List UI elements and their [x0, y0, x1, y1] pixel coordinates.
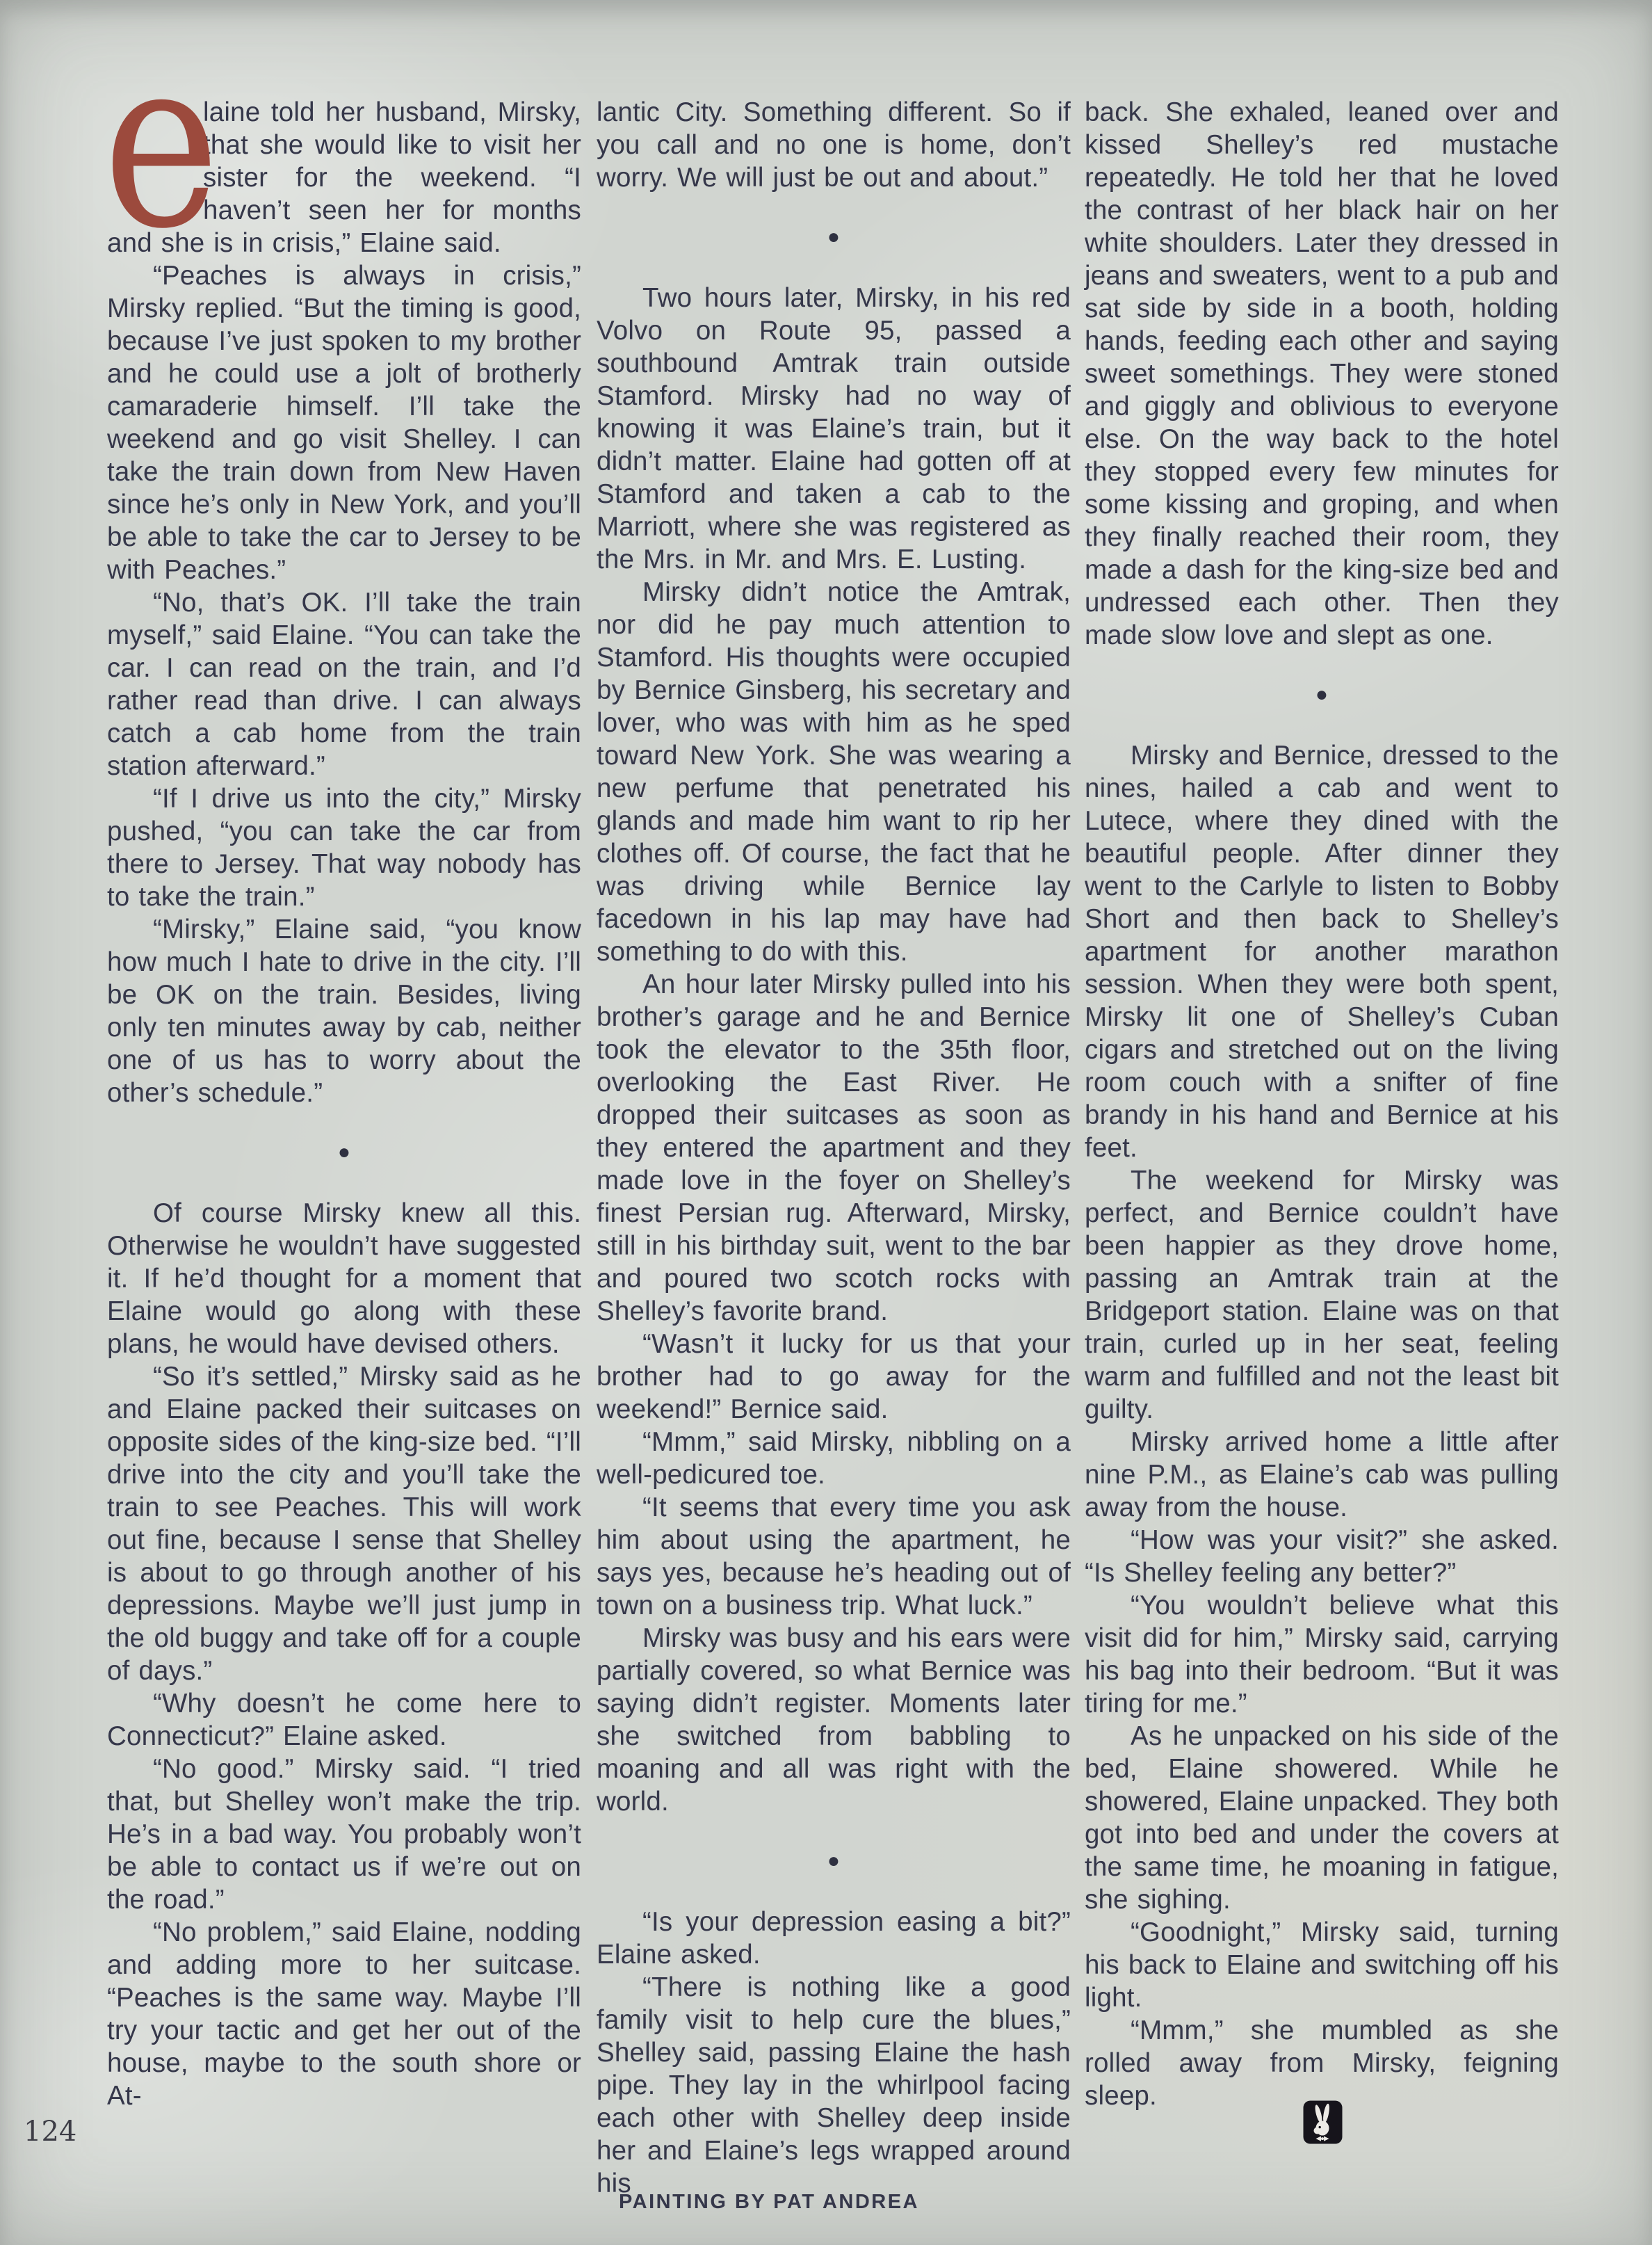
paragraph-text: “Wasn’t it lucky for us that your brother had to go away for the weekend!” Bernice said.	[597, 1329, 1071, 1424]
story-paragraph	[107, 913, 581, 1109]
paragraph-text: “Is your depression easing a bit?” Elaine asked.	[597, 1907, 1071, 1970]
story-paragraph	[107, 259, 581, 586]
paragraph-text: Mirsky and Bernice, dressed to the nines, hailed a cab and went to Lutece, where they dined with the beautiful people. After dinner they went to the Carlyle to listen to Bobby Short and then back to Shelley’s apartment for another marathon session. When they were both spent, Mirsky lit one of Shelley’s Cuban cigars and stretched out on the living room couch with a snifter of fine brandy in his hand and Bernice at his feet.	[1085, 741, 1559, 1163]
story-paragraph	[107, 1753, 581, 1916]
story-paragraph	[1085, 739, 1559, 1164]
story-paragraph	[1085, 1916, 1559, 2014]
paragraph-text: “Mmm,” she mumbled as she rolled away from Mirsky, feigning sleep.	[1085, 2015, 1559, 2111]
paragraph-text: “No, that’s OK. I’ll take the train myself,” said Elaine. “You can take the car. I can read on the train, and I’d rather read than drive. I can always catch a cab home from the train station afterward.”	[107, 588, 581, 781]
paragraph-text: “Mmm,” said Mirsky, nibbling on a well-pedicured toe.	[597, 1427, 1071, 1490]
section-separator	[107, 1137, 581, 1168]
bunny-icon	[1303, 2100, 1343, 2144]
story-paragraph	[1085, 1164, 1559, 1426]
drop-cap-letter	[103, 6, 220, 280]
paragraph-text: “Why doesn’t he come here to Connecticut?” Elaine asked.	[107, 1689, 581, 1751]
paragraph-text: Of course Mirsky knew all this. Otherwise he wouldn’t have suggested it. If he’d thought for a moment that Elaine would go along with these plans, he would have devised others.	[107, 1198, 581, 1359]
story-paragraph	[597, 1491, 1071, 1622]
story-paragraph	[597, 1906, 1071, 1971]
paragraph-text: back. She exhaled, leaned over and kissed Shelley’s red mustache repeatedly. He told her that he loved the contrast of her black hair on her white shoulders. Later they dressed in jeans and sweaters, went to a pub and sat side by side in a booth, holding hands, feeding each other and saying sweet somethings. They were stoned and giggly and oblivious to everyone else. On the way back to the hotel they stopped every few minutes for some kissing and groping, and when they finally reached their room, they made a dash for the king-size bed and undressed each other. Then they made slow love and slept as one.	[1085, 97, 1559, 650]
paragraph-text: Mirsky didn’t notice the Amtrak, nor did he pay much attention to Stamford. His thoughts were occupied by Bernice Ginsberg, his secretary and lover, who was with him as he sped toward New York. She was wearing a new perfume that penetrated his glands and made him want to rip her clothes off. Of course, the fact that he was driving while Bernice lay facedown in his lap may have had something to do with this.	[597, 577, 1071, 967]
text-column-3	[1085, 96, 1559, 2112]
playboy-bunny-logo	[1303, 2100, 1343, 2144]
story-paragraph	[1085, 2014, 1559, 2112]
paragraph-text: “Goodnight,” Mirsky said, turning his back to Elaine and switching off his light.	[1085, 1917, 1559, 2013]
paragraph-text: Mirsky was busy and his ears were partially covered, so what Bernice was saying didn’t register. Moments later she switched from babbling to moaning and all was right with the world.	[597, 1623, 1071, 1817]
paragraph-text: “No good.” Mirsky said. “I tried that, but Shelley won’t make the trip. He’s in a bad way. You probably won’t be able to contact us if we’re out on the road.”	[107, 1754, 581, 1915]
story-paragraph	[1085, 96, 1559, 652]
paragraph-text: “It seems that every time you ask him about using the apartment, he says yes, because he’s heading out of town on a business trip. What luck.”	[597, 1492, 1071, 1620]
story-paragraph	[103, 6, 581, 280]
story-paragraph	[597, 96, 1071, 194]
paragraph-text: “There is nothing like a good family visit to help cure the blues,” Shelley said, passing Elaine the hash pipe. They lay in the whirlpool facing each other with Shelley deep inside her and Elaine’s legs wrapped around his	[597, 1972, 1071, 2198]
story-paragraph	[597, 1622, 1071, 1818]
story-paragraph	[597, 576, 1071, 968]
paragraph-text: “So it’s settled,” Mirsky said as he and Elaine packed their suitcases on opposite sides of the king-size bed. “I’ll drive into the city and you’ll take the train to see Peaches. This will work out fine, because I sense that Shelley is about to go through another of his depressions. Maybe we’ll just jump in the old buggy and take off for a couple of days.”	[107, 1362, 581, 1686]
story-paragraph	[597, 1971, 1071, 2200]
section-separator	[1085, 679, 1559, 710]
paragraph-text: Two hours later, Mirsky, in his red Volvo on Route 95, passed a southbound Amtrak train outside Stamford. Mirsky had no way of knowing it was Elaine’s train, but it didn’t matter. Elaine had gotten off at Stamford and taken a cab to the Marriott, where she was registered as the Mrs. in Mr. and Mrs. E. Lusting.	[597, 283, 1071, 574]
text-column-2	[597, 96, 1071, 2200]
separator-dot: ●	[827, 225, 841, 248]
story-paragraph	[107, 586, 581, 782]
paragraph-text: Mirsky arrived home a little after nine P.M., as Elaine’s cab was pulling away from the house.	[1085, 1427, 1559, 1522]
paragraph-text: As he unpacked on his side of the bed, Elaine showered. While he showered, Elaine unpacked. They both got into bed and under the covers at the same time, he moaning in fatigue, she sighing.	[1085, 1721, 1559, 1915]
story-paragraph	[107, 1197, 581, 1360]
section-separator	[597, 222, 1071, 252]
paragraph-text: “No problem,” said Elaine, nodding and adding more to her suitcase. “Peaches is the same way. Maybe I’ll try your tactic and get her out of the house, maybe to the south shore or At-	[107, 1917, 581, 2111]
painting-credit: PAINTING BY PAT ANDREA	[618, 2191, 919, 2213]
story-paragraph	[597, 1328, 1071, 1426]
paragraph-text: lantic City. Something different. So if you call and no one is home, don’t worry. We will just be out and about.”	[597, 97, 1071, 193]
story-paragraph	[1085, 1426, 1559, 1524]
paragraph-text: “Mirsky,” Elaine said, “you know how much I hate to drive in the city. I’ll be OK on the train. Besides, living only ten minutes away by cab, neither one of us has to worry about the other’s schedule.”	[107, 915, 581, 1108]
story-paragraph	[107, 1916, 581, 2112]
paragraph-text: laine told her husband, Mirsky, that she would like to visit her sister for the weekend. “I haven’t seen her for months and she is in crisis,” Elaine said.	[107, 97, 581, 258]
paragraph-text: The weekend for Mirsky was perfect, and Bernice couldn’t have been happier as they drove home, passing an Amtrak train at the Bridgeport station. Elaine was on that train, curled up in her seat, feeling warm and fulfilled and not the least bit guilty.	[1085, 1166, 1559, 1424]
story-paragraph	[1085, 1589, 1559, 1720]
paragraph-text: “You wouldn’t believe what this visit did for him,” Mirsky said, carrying his bag into their bedroom. “But it was tiring for me.”	[1085, 1591, 1559, 1719]
story-paragraph	[597, 968, 1071, 1328]
page-number: 124	[24, 2116, 77, 2148]
story-paragraph	[597, 282, 1071, 576]
separator-dot: ●	[1315, 683, 1329, 706]
paragraph-text: “How was your visit?” she asked. “Is Shelley feeling any better?”	[1085, 1525, 1559, 1588]
paragraph-text: An hour later Mirsky pulled into his brother’s garage and he and Bernice took the elevator to the 35th floor, overlooking the East River. He dropped their suitcases as soon as they entered the apartment and they made love in the foyer on Shelley’s finest Persian rug. Afterward, Mirsky, still in his birthday suit, went to the bar and poured two scotch rocks with Shelley’s favorite brand.	[597, 969, 1071, 1326]
story-paragraph	[107, 782, 581, 913]
drop-cap-glyph: e	[103, 6, 220, 280]
story-paragraph	[107, 1360, 581, 1687]
text-column-1	[103, 6, 581, 2112]
paragraph-text: “Peaches is always in crisis,” Mirsky replied. “But the timing is good, because I’ve just spoken to my brother and he could use a jolt of brotherly camaraderie himself. I’ll take the weekend and go visit Shelley. I can take the train down from New Haven since he’s only in New York, and you’ll be able to take the car to Jersey to be with Peaches.”	[107, 261, 581, 585]
paragraph-text: “If I drive us into the city,” Mirsky pushed, “you can take the car from there to Jersey. That way nobody has to take the train.”	[107, 784, 581, 912]
story-paragraph	[597, 1426, 1071, 1491]
story-paragraph	[1085, 1720, 1559, 1916]
separator-dot: ●	[337, 1141, 351, 1164]
story-paragraph	[1085, 1524, 1559, 1589]
story-paragraph	[107, 1687, 581, 1753]
section-separator	[597, 1846, 1071, 1876]
separator-dot: ●	[827, 1849, 841, 1872]
